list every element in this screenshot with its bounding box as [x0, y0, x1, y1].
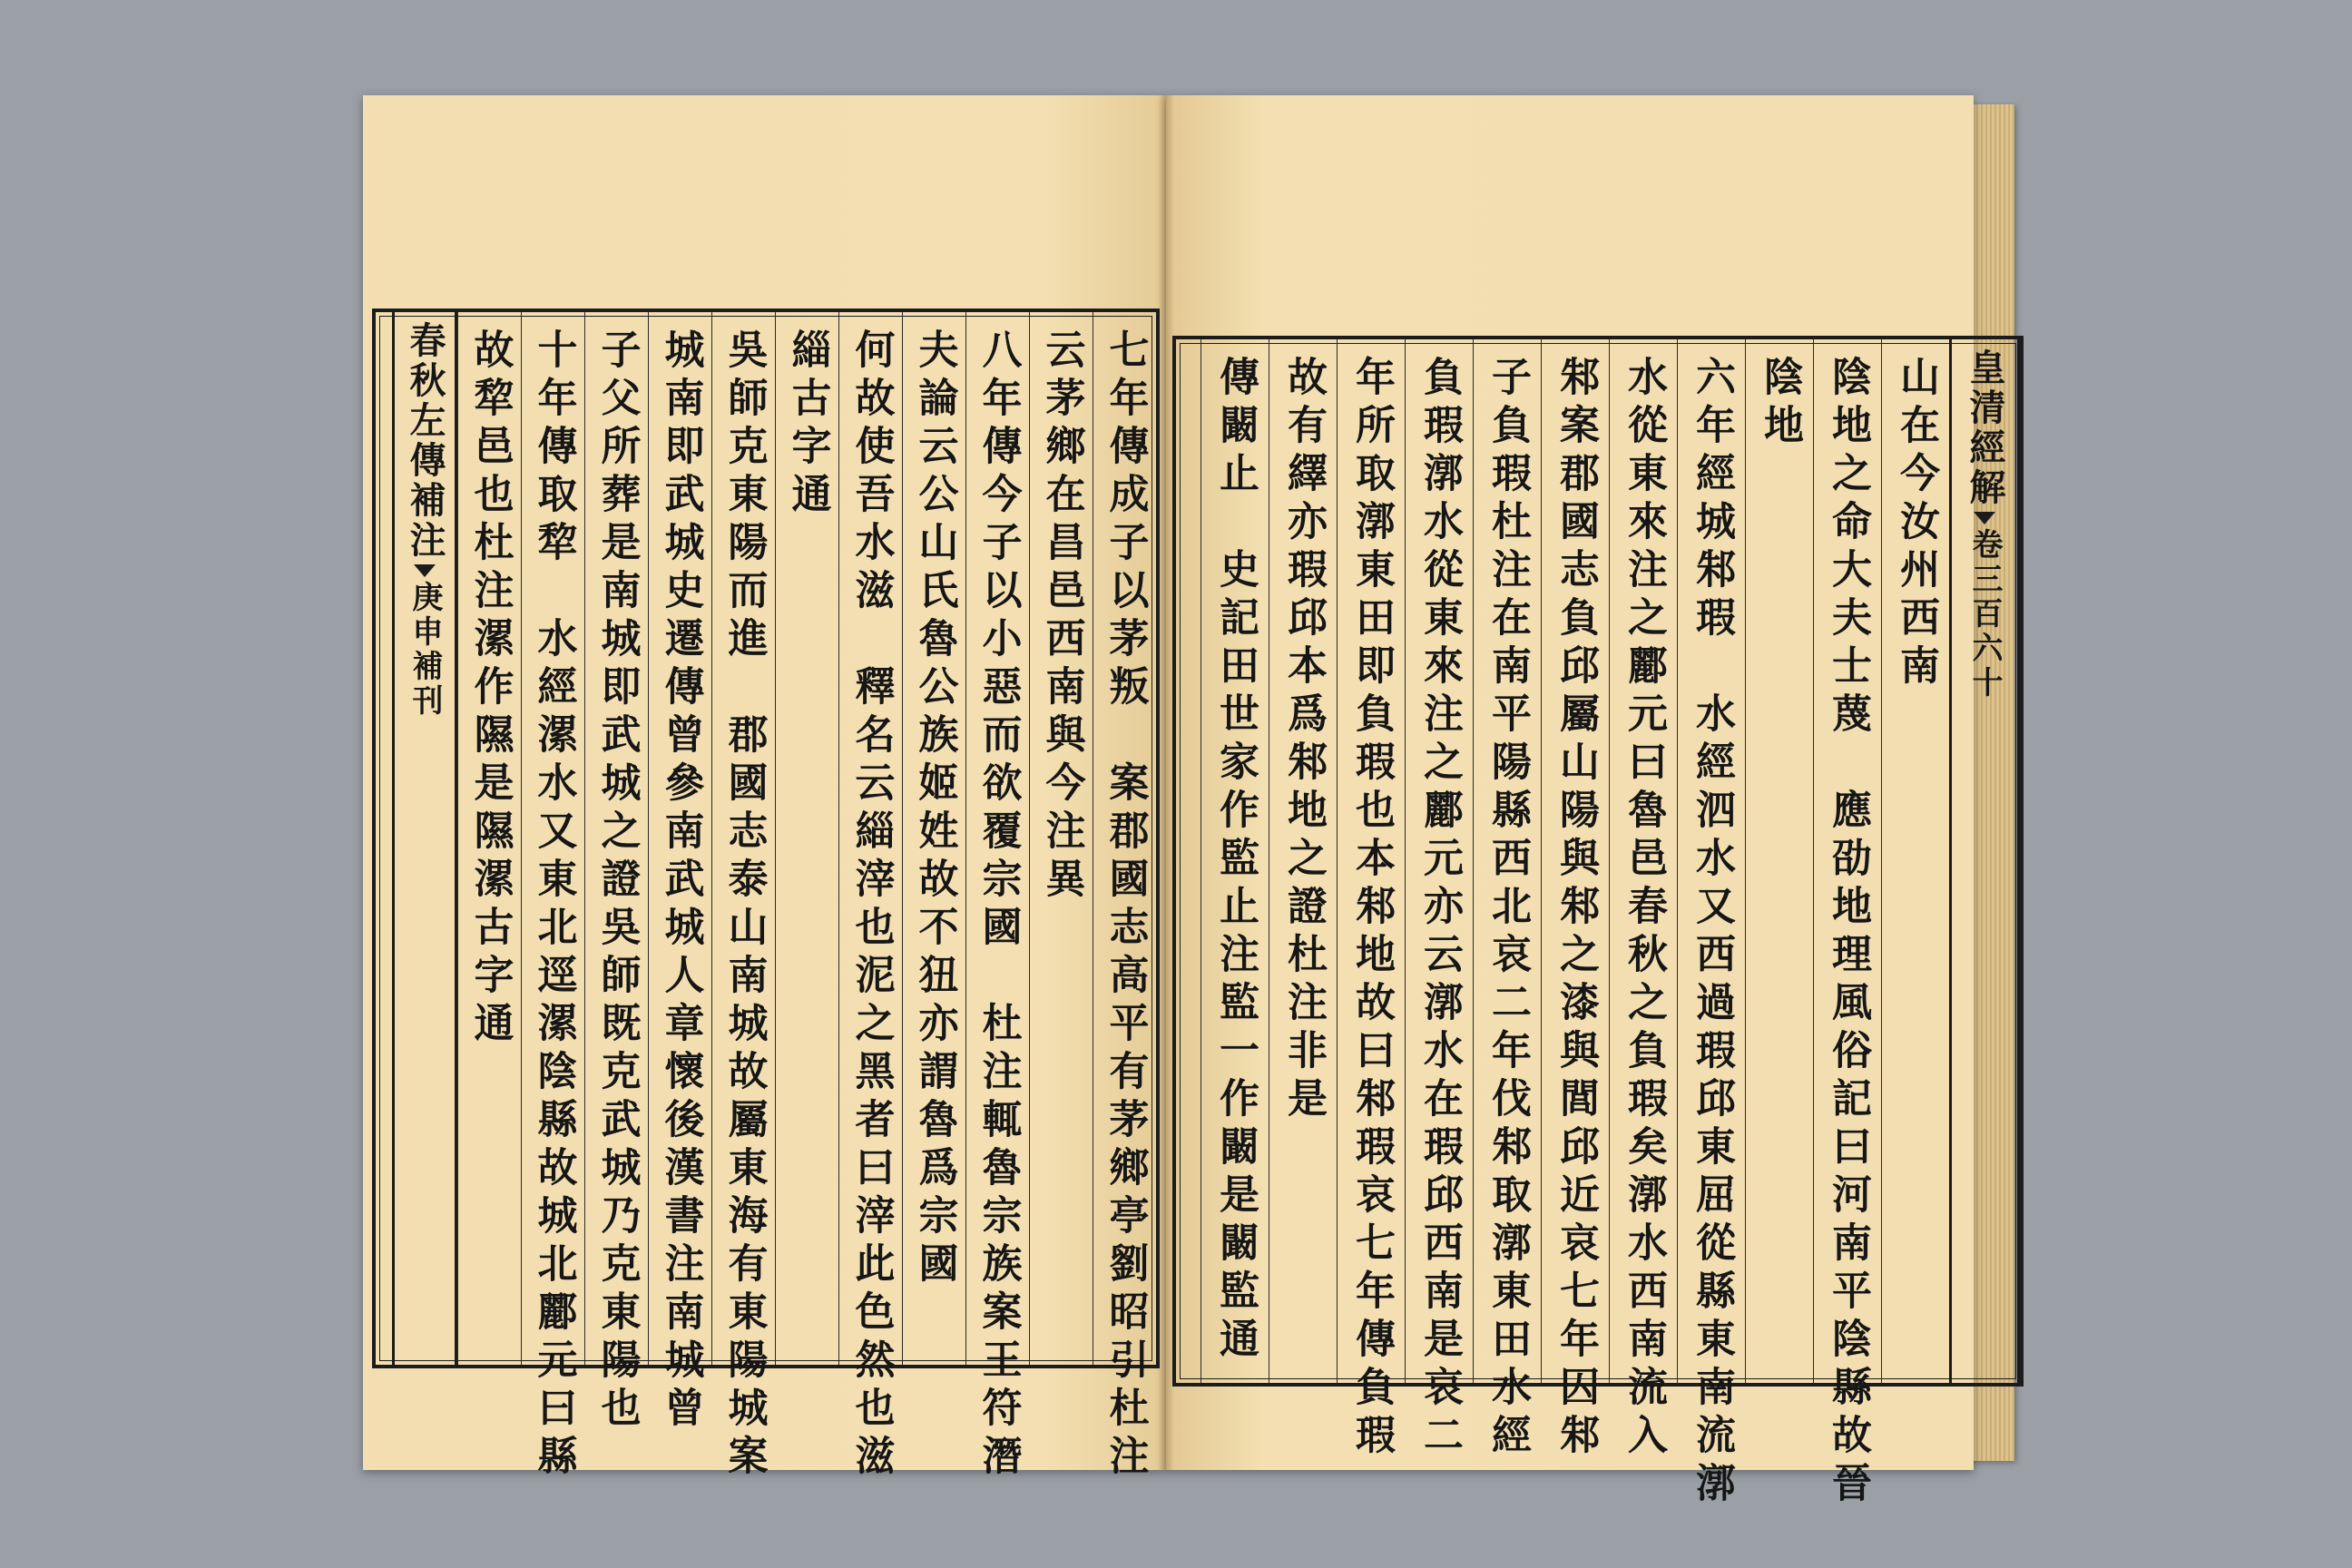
column-text: 年所取漷東田即負瑕也本邾地故曰邾瑕哀七年傳負瑕 — [1348, 356, 1395, 1462]
text-column — [1609, 339, 1677, 1462]
column-text: 七年傳成子以茅叛 案郡國志高平有茅鄉亭劉昭引杜注 — [1102, 328, 1149, 1483]
banxin-title: 春秋左傳補注 — [404, 321, 446, 561]
column-text: 十年傳取犂 水經漯水又東北逕漯陰縣故城北酈元曰縣 — [530, 328, 577, 1483]
column-text: 云茅鄉在昌邑西南與今注異 — [1038, 328, 1085, 906]
text-column — [1200, 339, 1269, 1383]
text-column — [775, 312, 838, 1365]
left-text-columns — [376, 312, 1156, 1483]
text-column — [584, 312, 648, 1435]
text-column — [648, 312, 711, 1435]
text-column — [1541, 339, 1609, 1462]
text-column — [1029, 312, 1093, 1365]
left-banxin — [392, 312, 457, 1365]
column-text: 子父所葬是南城即武城之證吳師既克武城乃克東陽也 — [593, 328, 641, 1435]
column-text: 八年傳今子以小惡而欲覆宗國 杜注輒魯宗族案王符潛 — [975, 328, 1022, 1483]
text-column — [521, 312, 584, 1483]
right-page-frame — [1172, 336, 2024, 1510]
banxin-volume: 卷三百六十 — [1966, 528, 2003, 701]
column-text: 子負瑕杜注在南平陽縣西北哀二年伐邾取漷東田水經 — [1485, 356, 1531, 1462]
column-text: 邾案郡國志負邱屬山陽與邾之漆與閭邱近哀七年囚邾 — [1553, 356, 1599, 1462]
column-text: 傳闞止 史記田世家作監止注監一作闞是闞監通 — [1212, 356, 1259, 1366]
text-column — [1405, 339, 1473, 1462]
text-column — [1813, 339, 1881, 1510]
column-text: 故犂邑也杜注漯作隰是隰漯古字通 — [466, 328, 514, 1050]
text-column — [1473, 339, 1541, 1462]
column-text: 緇古字通 — [784, 328, 831, 521]
text-column — [1677, 339, 1745, 1510]
column-text: 陰地 — [1757, 356, 1803, 452]
column-text: 故有繹亦瑕邱本爲邾地之證杜注非是 — [1280, 356, 1327, 1125]
column-text: 何故使吾水滋 釋名云緇滓也泥之黑者曰滓此色然也滋 — [848, 328, 895, 1483]
text-column — [1093, 312, 1156, 1483]
fish-tail-mark — [414, 564, 436, 577]
banxin-title: 皇清經解 — [1964, 348, 2006, 508]
right-banxin — [1949, 339, 2020, 1383]
fish-tail-mark — [1974, 512, 1995, 524]
banxin-edition-note: 庚申補刊 — [407, 581, 443, 719]
column-text: 吳師克東陽而進 郡國志泰山南城故屬東海有東陽城案 — [720, 328, 768, 1483]
column-text: 六年經城邾瑕 水經泗水又西過瑕邱東屈從縣東南流漷 — [1689, 356, 1735, 1510]
text-column — [1745, 339, 1813, 1383]
text-column — [457, 312, 521, 1365]
column-text: 夫論云公山氏魯公族姬姓故不狃亦謂魯爲宗國 — [911, 328, 958, 1290]
text-column — [1881, 339, 1949, 1383]
column-text: 城南即武城史遷傳曾參南武城人章懷後漢書注南城曾 — [657, 328, 704, 1435]
column-text: 陰地之命大夫士蔑 應劭地理風俗記曰河南平陰縣故晉 — [1825, 356, 1871, 1510]
text-column — [1337, 339, 1405, 1462]
column-text: 負瑕漷水從東來注之酈元亦云漷水在瑕邱西南是哀二 — [1416, 356, 1463, 1462]
right-text-columns — [1176, 339, 2020, 1510]
text-column — [965, 312, 1029, 1483]
text-column — [838, 312, 902, 1483]
left-page-frame — [372, 309, 1160, 1483]
column-text: 水從東來注之酈元曰魯邑春秋之負瑕矣漷水西南流入 — [1621, 356, 1667, 1462]
column-text: 山在今汝州西南 — [1893, 356, 1939, 692]
text-column — [902, 312, 965, 1365]
text-column — [1269, 339, 1337, 1383]
text-column — [711, 312, 775, 1483]
